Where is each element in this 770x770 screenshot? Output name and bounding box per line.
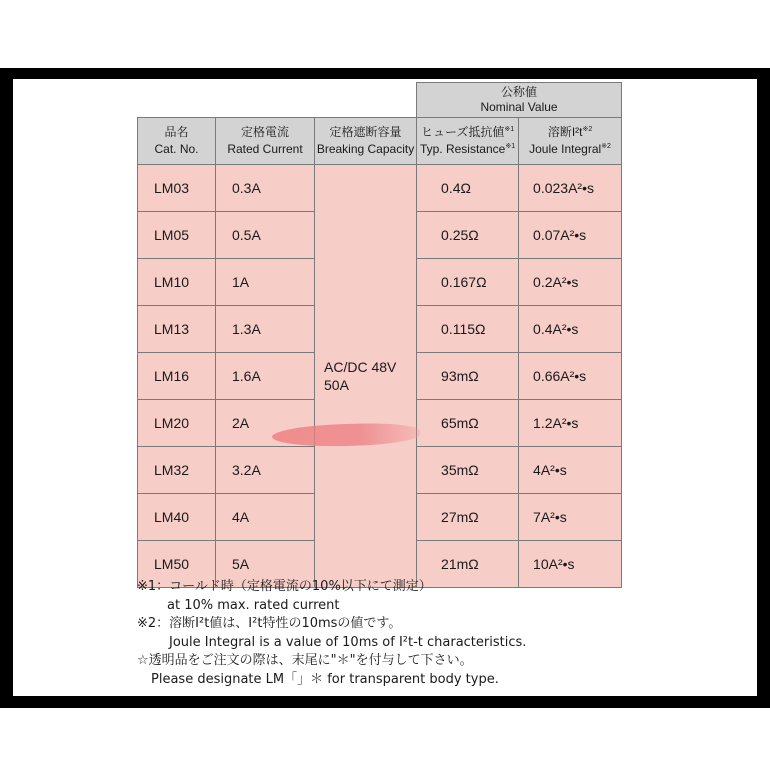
resistance-cell: 21mΩ bbox=[417, 541, 519, 588]
footnote-1-ja: ※1：コールド時（定格電流の10%以下にて測定） bbox=[137, 579, 432, 594]
column-header-en bbox=[417, 141, 518, 158]
column-header-breaking-capacity bbox=[315, 118, 417, 165]
column-header-ja bbox=[519, 124, 621, 141]
footnote-2-ja: ※2：溶断I²t値は、I²t特性の10msの値です。 bbox=[137, 616, 402, 631]
nominal-header-row bbox=[138, 83, 622, 118]
resistance-cell: 0.167Ω bbox=[417, 259, 519, 306]
footnote-mark: ※1 bbox=[505, 143, 516, 150]
cat-no-cell: LM50 bbox=[138, 541, 216, 588]
cat-no-cell: LM05 bbox=[138, 212, 216, 259]
column-header-en-text: Joule Integral bbox=[529, 142, 602, 156]
cat-no-cell: LM40 bbox=[138, 494, 216, 541]
column-header-en: Rated Current bbox=[227, 142, 303, 156]
cat-no-cell: LM32 bbox=[138, 447, 216, 494]
joule-integral-cell: 0.07A²•s bbox=[519, 212, 622, 259]
rated-current-cell: 0.3A bbox=[216, 165, 315, 212]
header-spacer bbox=[138, 83, 417, 118]
breaking-capacity-voltage: AC/DC 48V bbox=[324, 359, 397, 375]
column-header-cat-no bbox=[138, 118, 216, 165]
footnote-1-en: at 10% max. rated current bbox=[167, 597, 340, 613]
cat-no-cell: LM03 bbox=[138, 165, 216, 212]
column-header-row bbox=[138, 118, 622, 165]
joule-integral-cell: 0.4A²•s bbox=[519, 306, 622, 353]
cat-no-cell: LM20 bbox=[138, 400, 216, 447]
nominal-header-ja: 公称値 bbox=[501, 85, 538, 99]
footnote-3-ja: ☆透明品をご注文の際は、末尾に"＊"を付与して下さい。 bbox=[137, 653, 473, 668]
resistance-cell: 65mΩ bbox=[417, 400, 519, 447]
resistance-cell: 35mΩ bbox=[417, 447, 519, 494]
resistance-cell: 93mΩ bbox=[417, 353, 519, 400]
resistance-cell: 27mΩ bbox=[417, 494, 519, 541]
joule-integral-cell: 4A²•s bbox=[519, 447, 622, 494]
resistance-cell: 0.25Ω bbox=[417, 212, 519, 259]
rated-current-cell: 1A bbox=[216, 259, 315, 306]
joule-integral-cell: 0.2A²•s bbox=[519, 259, 622, 306]
resistance-cell: 0.4Ω bbox=[417, 165, 519, 212]
column-header-resistance bbox=[417, 118, 519, 165]
cat-no-cell: LM16 bbox=[138, 353, 216, 400]
breaking-capacity-cell bbox=[315, 165, 417, 588]
joule-integral-cell: 1.2A²•s bbox=[519, 400, 622, 447]
column-header-ja bbox=[417, 124, 518, 141]
rated-current-cell: 1.3A bbox=[216, 306, 315, 353]
column-header-en-text: Typ. Resistance bbox=[419, 142, 506, 156]
breaking-capacity-current: 50A bbox=[324, 377, 349, 393]
column-header-ja: 定格遮断容量 bbox=[329, 125, 402, 139]
fuse-spec-table bbox=[137, 82, 622, 588]
joule-integral-cell: 7A²•s bbox=[519, 494, 622, 541]
nominal-header-en: Nominal Value bbox=[480, 100, 558, 114]
footnotes bbox=[137, 578, 737, 689]
footnote-mark: ※1 bbox=[504, 126, 515, 133]
rated-current-cell: 1.6A bbox=[216, 353, 315, 400]
column-header-ja-text: ヒューズ抵抗値 bbox=[420, 125, 505, 139]
column-header-rated-current bbox=[216, 118, 315, 165]
column-header-en: Breaking Capacity bbox=[316, 142, 415, 156]
cat-no-cell: LM10 bbox=[138, 259, 216, 306]
column-header-ja: 品名 bbox=[164, 125, 189, 139]
rated-current-cell: 0.5A bbox=[216, 212, 315, 259]
column-header-en bbox=[519, 141, 621, 158]
footnote-3-en: Please designate LM「」＊ for transparent body type. bbox=[151, 671, 499, 687]
footnote-2-en: Joule Integral is a value of 10ms of I²t-t characteristics. bbox=[169, 634, 527, 650]
column-header-ja-text: 溶断I²t bbox=[547, 125, 583, 139]
column-header-joule-integral bbox=[519, 118, 622, 165]
rated-current-cell: 2A bbox=[216, 400, 315, 447]
footnote-mark: ※2 bbox=[582, 126, 593, 133]
joule-integral-cell: 10A²•s bbox=[519, 541, 622, 588]
cat-no-cell: LM13 bbox=[138, 306, 216, 353]
rated-current-cell: 5A bbox=[216, 541, 315, 588]
rated-current-cell: 4A bbox=[216, 494, 315, 541]
resistance-cell: 0.115Ω bbox=[417, 306, 519, 353]
joule-integral-cell: 0.023A²•s bbox=[519, 165, 622, 212]
rated-current-cell: 3.2A bbox=[216, 447, 315, 494]
column-header-en: Cat. No. bbox=[154, 142, 199, 156]
joule-integral-cell: 0.66A²•s bbox=[519, 353, 622, 400]
table-row bbox=[138, 165, 622, 212]
footnote-mark: ※2 bbox=[601, 143, 611, 150]
nominal-value-header bbox=[417, 83, 622, 118]
column-header-ja: 定格電流 bbox=[240, 125, 289, 139]
